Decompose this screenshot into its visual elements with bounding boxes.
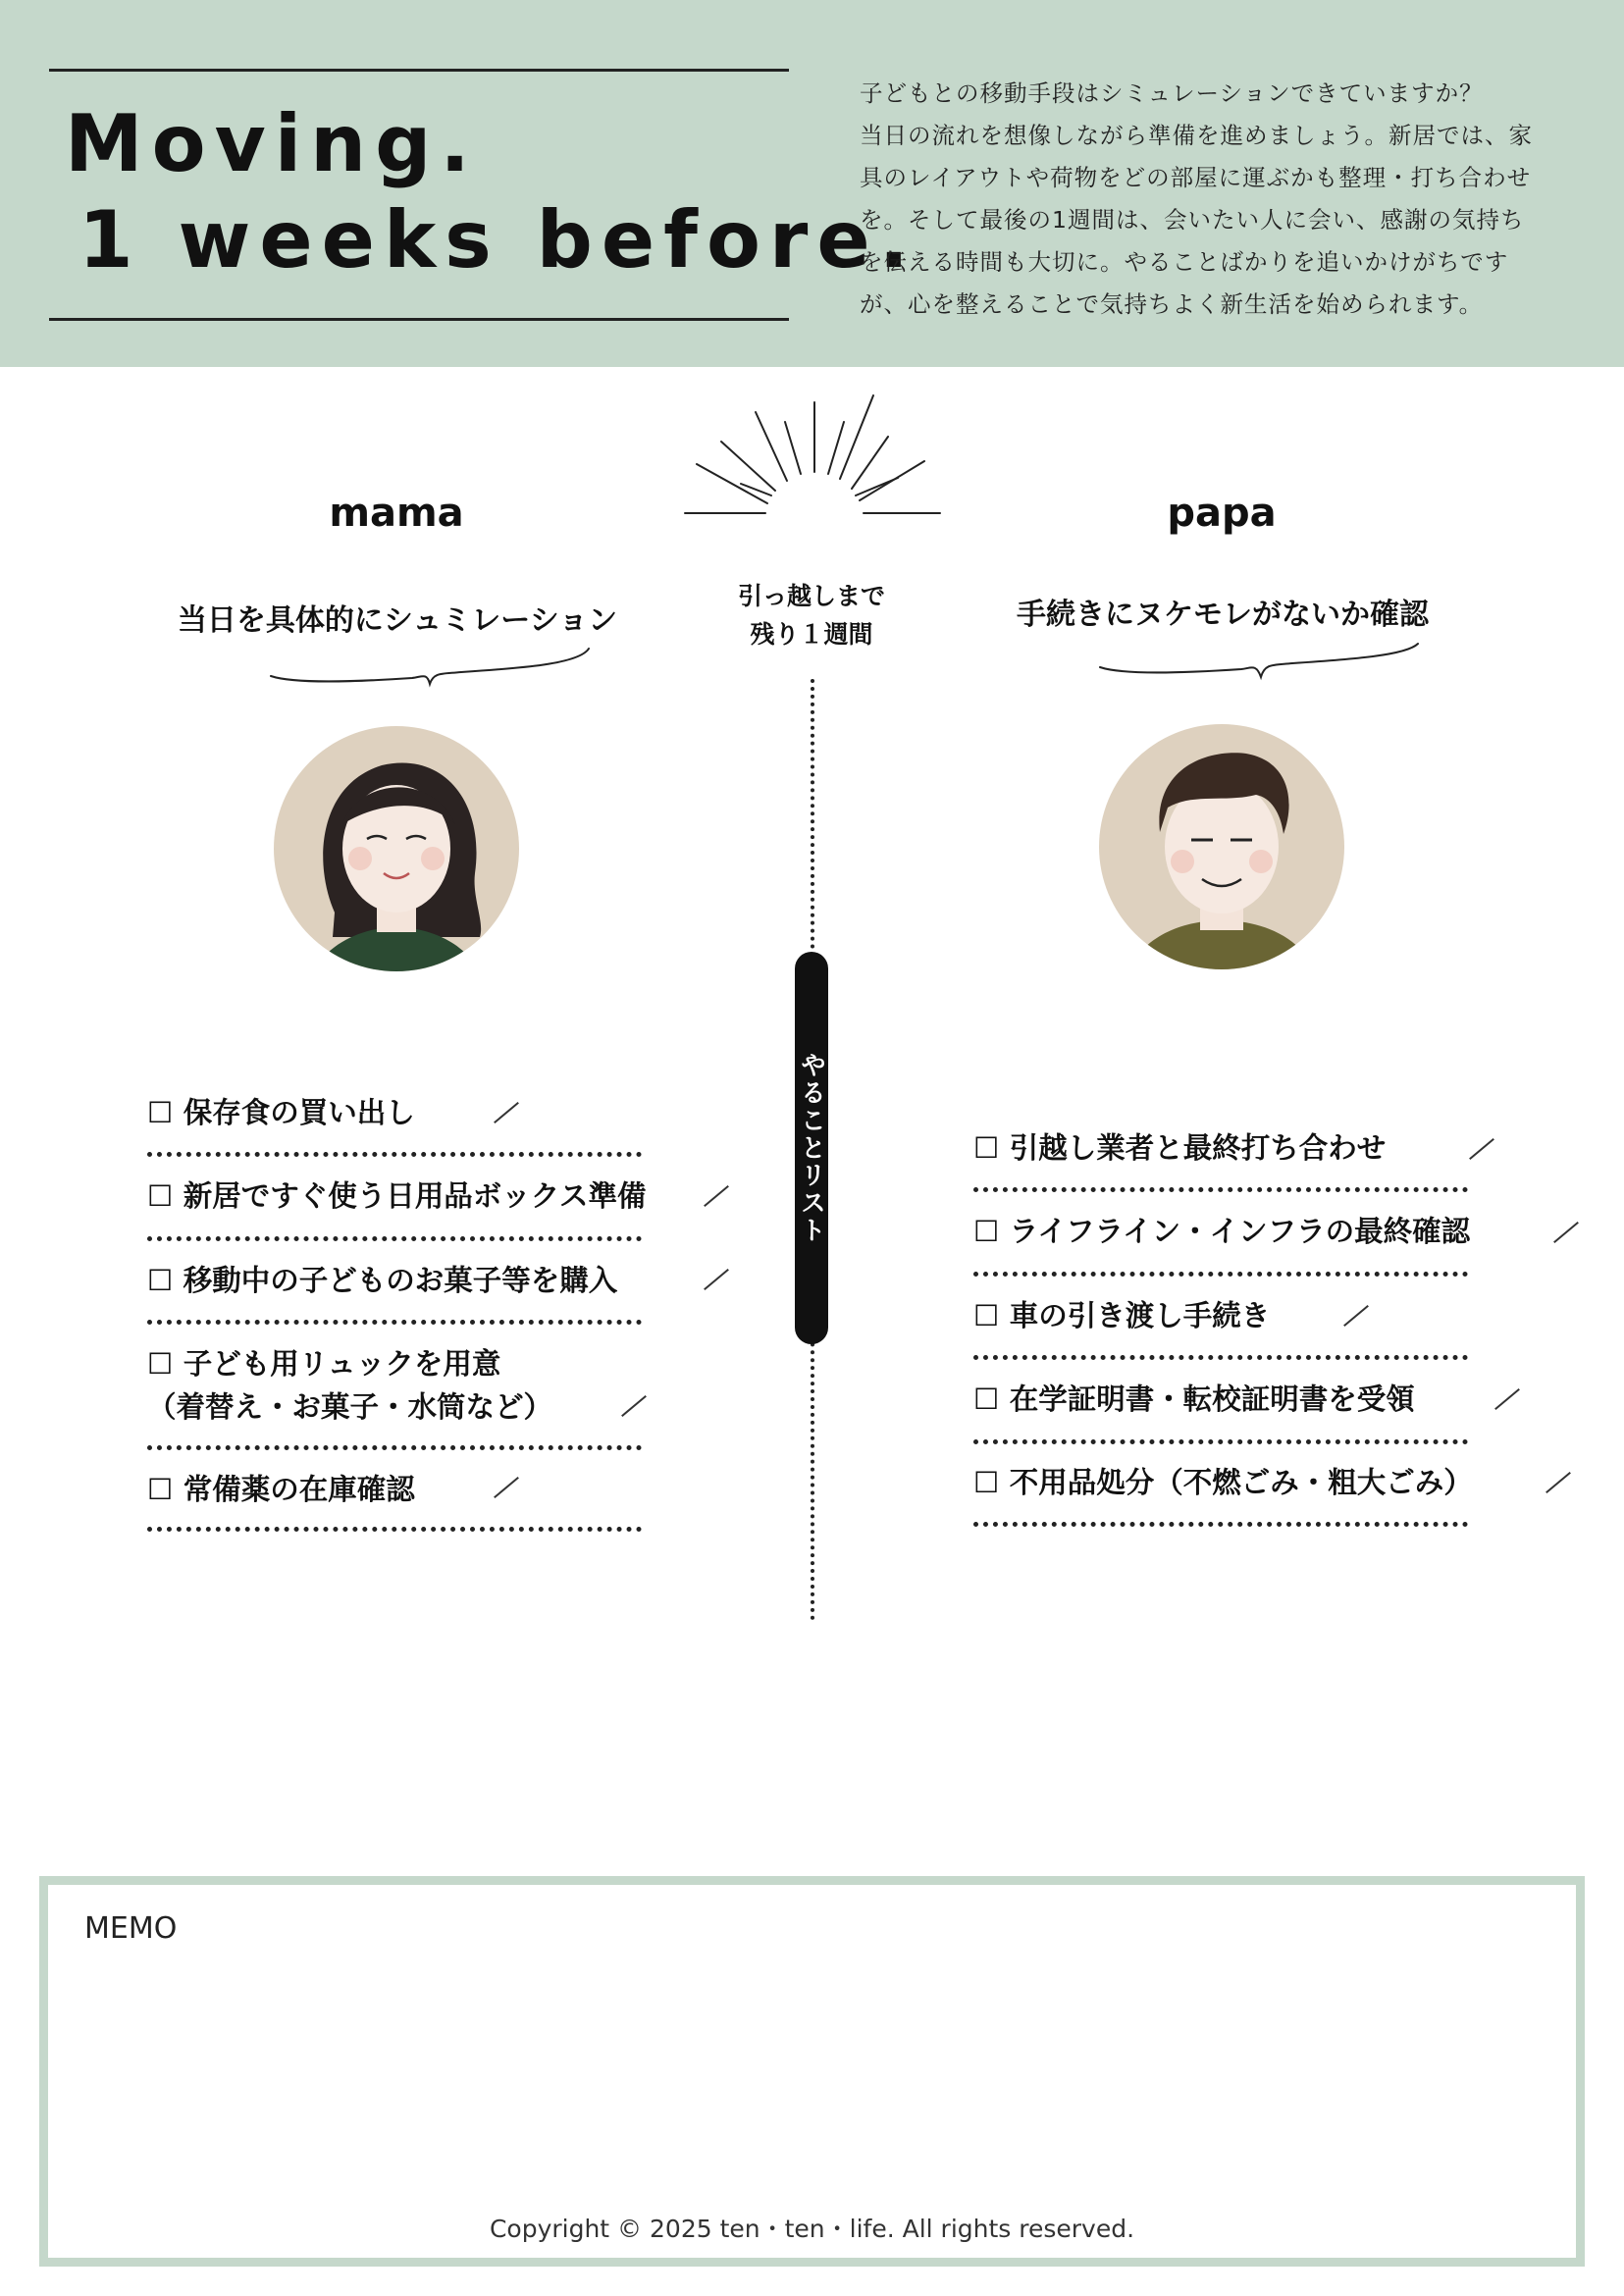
checkbox-icon[interactable]: ☐: [147, 1096, 174, 1129]
woman-avatar-icon: [274, 726, 519, 971]
mama-task-1[interactable]: [147, 1091, 415, 1134]
task-dotted-rule: [973, 1439, 1468, 1444]
mama-avatar: [274, 726, 519, 971]
slash-mark: [1343, 1305, 1369, 1327]
papa-task-1[interactable]: [973, 1126, 1386, 1170]
checkbox-icon[interactable]: ☐: [973, 1383, 1000, 1416]
papa-task-2[interactable]: [973, 1210, 1470, 1253]
copyright-text: Copyright © 2025 ten・ten・life. All rights reserved.: [489, 2215, 1135, 2243]
mama-brace-icon: [265, 643, 599, 692]
slash-mark: [494, 1102, 519, 1123]
slash-mark: [1494, 1388, 1520, 1410]
task-label: 子ども用リュックを用意: [183, 1347, 501, 1381]
papa-avatar: [1099, 724, 1344, 969]
task-label: 引越し業者と最終打ち合わせ: [1009, 1131, 1387, 1165]
slash-mark: [494, 1477, 519, 1498]
task-label: 常備薬の在庫確認: [183, 1473, 415, 1506]
man-avatar-icon: [1099, 724, 1344, 969]
slash-mark: [704, 1185, 729, 1207]
checkbox-icon[interactable]: ☐: [147, 1264, 174, 1297]
task-dotted-rule: [147, 1320, 642, 1325]
checkbox-icon[interactable]: ☐: [147, 1473, 174, 1506]
sunburst-icon: [677, 388, 952, 525]
countdown-line1: 引っ越しまで: [737, 582, 885, 610]
task-dotted-rule: [147, 1236, 642, 1241]
countdown-line2: 残り１週間: [750, 620, 873, 649]
papa-task-3[interactable]: [973, 1294, 1270, 1337]
task-label: 在学証明書・転校証明書を受領: [1009, 1383, 1415, 1416]
mama-name: mama: [329, 491, 464, 536]
slash-mark: [704, 1269, 729, 1290]
title-bottom-rule: [49, 318, 789, 321]
mama-tagline: 当日を具体的にシュミレーション: [177, 603, 618, 638]
task-label: 車の引き渡し手続き: [1009, 1299, 1271, 1332]
mama-task-5[interactable]: [147, 1468, 415, 1511]
title-top-rule: [49, 69, 789, 72]
task-dotted-rule: [973, 1522, 1468, 1527]
todo-list-pill: [795, 952, 828, 1344]
intro-line: 子どもとの移動手段はシミュレーションできていますか？: [860, 79, 1484, 107]
checkbox-icon[interactable]: ☐: [973, 1299, 1000, 1332]
page-title-line1: Moving.: [65, 98, 479, 189]
checkbox-icon[interactable]: ☐: [147, 1347, 174, 1381]
task-dotted-rule: [973, 1272, 1468, 1277]
intro-line: 当日の流れを想像しながら準備を進めましょう。新居では、家: [860, 122, 1533, 149]
slash-mark: [1545, 1472, 1571, 1493]
task-dotted-rule: [147, 1152, 642, 1157]
intro-line: を。そして最後の1週間は、会いたい人に会い、感謝の気持ち: [860, 206, 1525, 234]
checkbox-icon[interactable]: ☐: [973, 1215, 1000, 1248]
memo-box[interactable]: [39, 1876, 1585, 2267]
task-dotted-rule: [147, 1527, 642, 1532]
intro-text: [860, 73, 1561, 326]
slash-mark: [1469, 1138, 1494, 1160]
task-dotted-rule: [147, 1445, 642, 1450]
page-title-line2: 1 weeks before.: [79, 194, 917, 286]
header-band: [0, 0, 1624, 367]
todo-list-label: やることリスト: [796, 1052, 826, 1244]
checkbox-icon[interactable]: ☐: [973, 1466, 1000, 1499]
task-label: 移動中の子どものお菓子等を購入: [183, 1264, 618, 1297]
task-label: 新居ですぐ使う日用品ボックス準備: [183, 1179, 647, 1213]
papa-name: papa: [1167, 491, 1277, 536]
intro-line: を伝える時間も大切に。やることばかりを追いかけがちです: [860, 248, 1509, 276]
mama-task-3[interactable]: [147, 1259, 617, 1302]
papa-brace-icon: [1094, 638, 1428, 687]
intro-line: が、心を整えることで気持ちよく新生活を始められます。: [860, 290, 1484, 318]
slash-mark: [621, 1395, 647, 1417]
mama-task-4[interactable]: [147, 1342, 552, 1429]
slash-mark: [1553, 1222, 1579, 1243]
intro-line: 具のレイアウトや荷物をどの部屋に運ぶかも整理・打ち合わせ: [860, 164, 1532, 191]
checkbox-icon[interactable]: ☐: [973, 1131, 1000, 1165]
task-dotted-rule: [973, 1187, 1468, 1192]
task-label: 保存食の買い出し: [183, 1096, 415, 1129]
task-label: ライフライン・インフラの最終確認: [1009, 1215, 1471, 1248]
mama-task-2[interactable]: [147, 1174, 646, 1218]
countdown-label: [664, 577, 959, 653]
papa-task-4[interactable]: [973, 1378, 1415, 1421]
task-label-line2: （着替え・お菓子・水筒など）: [147, 1390, 553, 1424]
checkbox-icon[interactable]: ☐: [147, 1179, 174, 1213]
memo-label: MEMO: [84, 1911, 178, 1946]
task-label: 不用品処分（不燃ごみ・粗大ごみ）: [1009, 1466, 1473, 1499]
papa-task-5[interactable]: [973, 1461, 1473, 1504]
task-dotted-rule: [973, 1355, 1468, 1360]
papa-tagline: 手続きにヌケモレがないか確認: [1017, 598, 1429, 632]
